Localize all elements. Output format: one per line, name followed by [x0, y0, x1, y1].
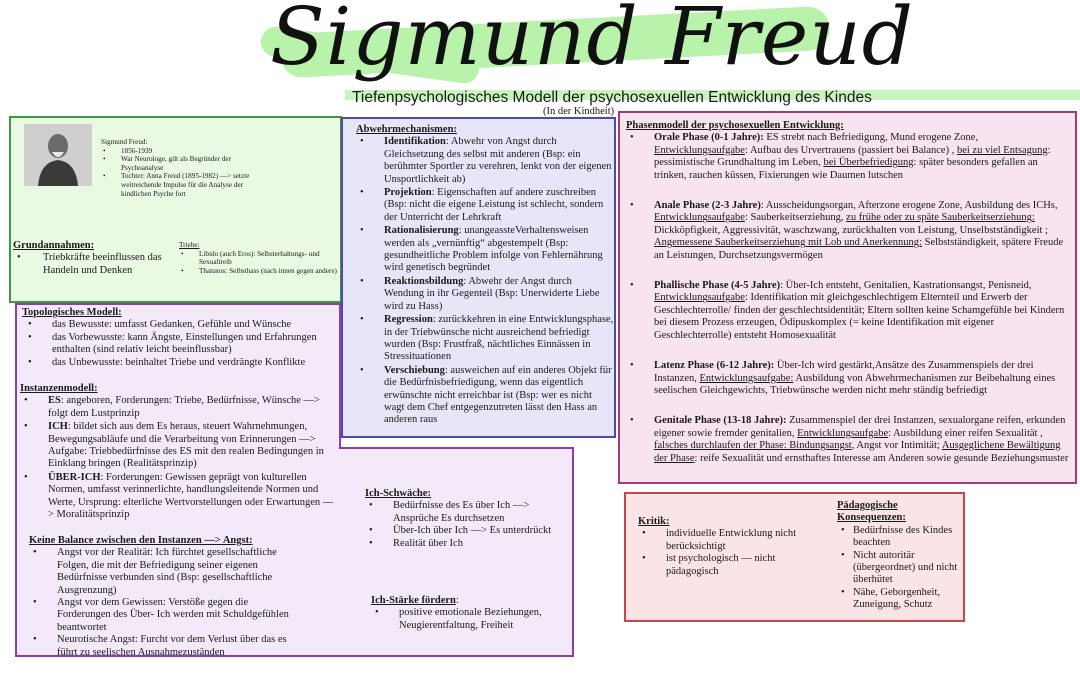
instanz-section	[20, 383, 335, 522]
phase-latenz: • Latenz Phase (6-12 Jahre): Über-Ich wird gestärkt,Ansätze des Zusammenspiels der drei Instanzen, Entwicklungsaufgabe: Ausbildung von Abwehrmechanismen zur Beibehaltung eines seelischen Gleichgewichts, Triebwünsche werden nicht mehr ständig befriedigt	[626, 360, 1071, 397]
triebe-item: • Libido (auch Eros): Selbsterhaltungs- und Sexualtreib	[179, 250, 339, 267]
balance-item: • Angst vor dem Gewissen: Verstöße gegen die Forderungen des Über- Ich werden mit Schuldgefühlen beantwortet	[29, 597, 294, 634]
abwehr-item: • Rationalisierung: unangeassteVerhaltensweisen werden als „vernünftig“ abgestempelt (Bsp: gesundheitliche Problem infolge von Fehlernährung wird genetisch begründet	[356, 225, 614, 275]
portrait-icon	[24, 124, 92, 186]
kritik-heading: Kritik:	[638, 516, 670, 527]
page-title: Sigmund Freud	[270, 0, 914, 83]
topo-item: • das Bewusste: umfasst Gedanken, Gefühle und Wünsche	[24, 319, 337, 331]
paed-heading: Pädagogische Konsequenzen:	[837, 500, 906, 524]
grundannahmen-item: • Triebkräfte beeinflussen das Handeln und Denken	[13, 252, 173, 277]
kritik-box	[624, 492, 965, 622]
bio-item: • Tochter: Anna Freud (1895-1982) —> setzte weitreichende Impulse für die Analyse der kindlichen Psyche fort	[101, 172, 261, 198]
subtitle: Tiefenpsychologisches Modell der psychosexuellen Entwicklung des Kindes	[352, 89, 872, 106]
abwehr-box	[341, 117, 616, 438]
abwehr-item: • Reaktionsbildung: Abwehr der Angst durch Wendung in ihr Gegenteil (Bsp: Unerwiderte Liebe wird zu Hass)	[356, 276, 614, 313]
paed-item: • Nähe, Geborgenheit, Zuneigung, Schutz	[837, 587, 965, 612]
balance-item: • Neurotische Angst: Furcht vor dem Verlust über das es führt zu seelischen Ausnahmezuständen	[29, 634, 294, 656]
schwaeche-item: • Bedürfnisse des Es über Ich —> Ansprüche Es durchsetzen	[365, 500, 570, 525]
balance-item: • Angst vor der Realität: Ich fürchtet gesellschaftliche Folgen, die mit der Befriedigung seiner eigenen Bedürfnisse verbunden sind (Bsp: gesellschaftliche Ausgrenzung)	[29, 547, 294, 597]
topo-heading: Topologisches Modell:	[22, 307, 122, 318]
bio-item: • 1856-1939	[101, 147, 261, 156]
balance-section	[29, 535, 294, 656]
phase-phallisch: • Phallische Phase (4-5 Jahre): Über-Ich entsteht, Genitalien, Kastrationsangst, Penisneid, Entwicklungsaufgabe: Identifikation mit gleichgeschlechtigem Elternteil und Erwerb der Geschlechterrolle/ finden der geschlechtsidentität; Eltern sollten keine Schamgefühle bei Kindern bei diesem Prozess erzeugen, Ödipuskomplex (= keine Identifikation mit eigener Geschlechterrolle) entsteht Homosexualität	[626, 280, 1071, 342]
kritik-item: • individuelle Entwicklung nicht berücksichtigt	[638, 528, 818, 553]
instanz-item-ich: • ICH: bildet sich aus dem Es heraus, steuert Wahrnehmungen, Bewegungsabläufe und die Verarbeitung von Erinnerungen —> Aufgabe: Triebbedürfnisse des ES mit den realen Bedingungen in Einklang bringen (Realitätsprinzip)	[20, 421, 335, 471]
phase-oral: • Orale Phase (0-1 Jahre): ES strebt nach Befriedigung, Mund erogene Zone, Entwicklungsaufgabe: Aufbau des Urvertrauens (passiert bei Balance) , bei zu viel Entsagung: pessimistische Grundhaltung im Leben, bei Überbefriedigung: später besonders gefallen an trinken, rauchen küssen, Fixierungen wie Daumen lutschen	[626, 132, 1071, 182]
topo-section	[22, 307, 337, 369]
triebe-heading: Triebe:	[179, 241, 200, 249]
title-area	[250, 0, 914, 92]
phase-anal: • Anale Phase (2-3 Jahre): Ausscheidungsorgan, Afterzone erogene Zone, Ausbildung des ICHs, Entwicklungsaufgabe: Sauberkeitserziehung, zu frühe oder zu späte Sauberkeitserziehung: Dickköpfigkeit, Aggressivität, waschzwang, zurückhalten von Leistung, Unselbstständigkeit ; Angemessene Sauberkeitserziehung mit Lob und Anerkennung: Selbstständigkeit, spätere Freude an Leistungen, Durchsetzungsvermögen	[626, 200, 1071, 262]
phasen-heading: Phasenmodell der psychosexuellen Entwicklung:	[626, 120, 844, 131]
balance-heading: Keine Balance zwischen den Instanzen —> Angst:	[29, 535, 253, 546]
abwehr-item: • Identifikation: Abwehr von Angst durch Gleichsetzung des selbst mit anderen (Bsp: ein berühmter Sportler zu verehren, lenkt von der eigenen Unsportlichkeit ab)	[356, 136, 614, 186]
grundannahmen-box	[9, 116, 342, 303]
topo-item: • das Unbewusste: beinhaltet Triebe und verdrängte Konflikte	[24, 357, 337, 369]
staerke-heading: Ich-Stärke fördern	[371, 595, 456, 606]
paed-item: • Nicht autoritär (übergeordnet) und nicht überhütet	[837, 550, 965, 587]
abwehr-heading: Abwehrmechanismen:	[356, 124, 457, 135]
instanz-heading: Instanzenmodell:	[20, 383, 98, 394]
abwehr-item: • Projektion: Eigenschaften auf andere zuschreiben (Bsp: nicht die eigene Leistung ist schlecht, sondern der Unterricht der Lehrkraft	[356, 187, 614, 224]
grundannahmen-heading: Grundannahmen:	[13, 240, 95, 251]
freud-portrait	[24, 124, 92, 186]
schwaeche-item: • Realität über Ich	[365, 538, 570, 550]
topo-item: • das Vorbewusste: kann Ängste, Einstellungen und Erfahrungen enthalten (sind relativ leicht beeinflussbar)	[24, 332, 337, 357]
bio-name: Sigmund Freud:	[101, 138, 148, 146]
schwaeche-section	[365, 488, 570, 550]
phase-genital: • Genitale Phase (13-18 Jahre): Zusammenspiel der drei Instanzen, sexualorgane reifen, erkunden eigener sowie fremder genitalien, Entwicklungsaufgabe: Ausbildung einer reifen Sexualität , falsches durchlaufen der Phase: Bindungsangst, Angst vor Intimität; Ausgeglichene Bewältigung der Phase: reife Sexualität und ernsthaftes Interesse am Anderen sowie gesunde Beziehungsmuster	[626, 415, 1071, 465]
schwaeche-item: • Über-Ich über Ich —> Es unterdrückt	[365, 525, 570, 537]
schwaeche-heading: Ich-Schwäche:	[365, 488, 431, 499]
subtitle-note: (In der Kindheit)	[543, 106, 615, 117]
instanz-item-ueberich: • ÜBER-ICH: Forderungen: Gewissen geprägt von kulturellen Normen, umfasst verinnerlichte, handlungsleitende Normen und Werte, Ursprung: elterliche Wertvorstellungen oder Erwartungen —> Moralitätsprinzip	[20, 472, 335, 522]
staerke-section: Ich-Stärke fördern: • positive emotionale Beziehungen, Neugierentfaltung, Freiheit	[371, 595, 571, 637]
triebe-item: • Thanatos: Selbsthass (nach innen gegen andere)	[179, 267, 339, 276]
phasen-box	[618, 111, 1077, 484]
bio-item: • War Neurologe, gilt als Begründer der Psychoanalyse	[101, 155, 261, 172]
abwehr-item: • Verschiebung: ausweichen auf ein anderes Objekt für die Bedürfnisbefriedigung, wenn das eigentlich erwünschte nicht erreichbar ist (Bsp: wer es nicht wagt dem Chef entgegenzutreten lässt den Hass an anderen raus	[356, 365, 614, 427]
abwehr-item: • Regression: zurückkehren in eine Entwicklungsphase, in der Triebwünsche nicht ausreichend befriedigt wurden (Bsp: Frustfraß, nächtliches Einnässen in Stressituationen	[356, 314, 614, 364]
kritik-item: • ist psychologisch — nicht pädagogisch	[638, 553, 818, 578]
instanz-item-es: • ES: angeboren, Forderungen: Triebe, Bedürfnisse, Wünsche —> folgt dem Lustprinzip	[20, 395, 335, 420]
paed-item: • Bedürfnisse des Kindes beachten	[837, 525, 965, 550]
staerke-item: • positive emotionale Beziehungen, Neugierentfaltung, Freiheit	[371, 607, 571, 632]
